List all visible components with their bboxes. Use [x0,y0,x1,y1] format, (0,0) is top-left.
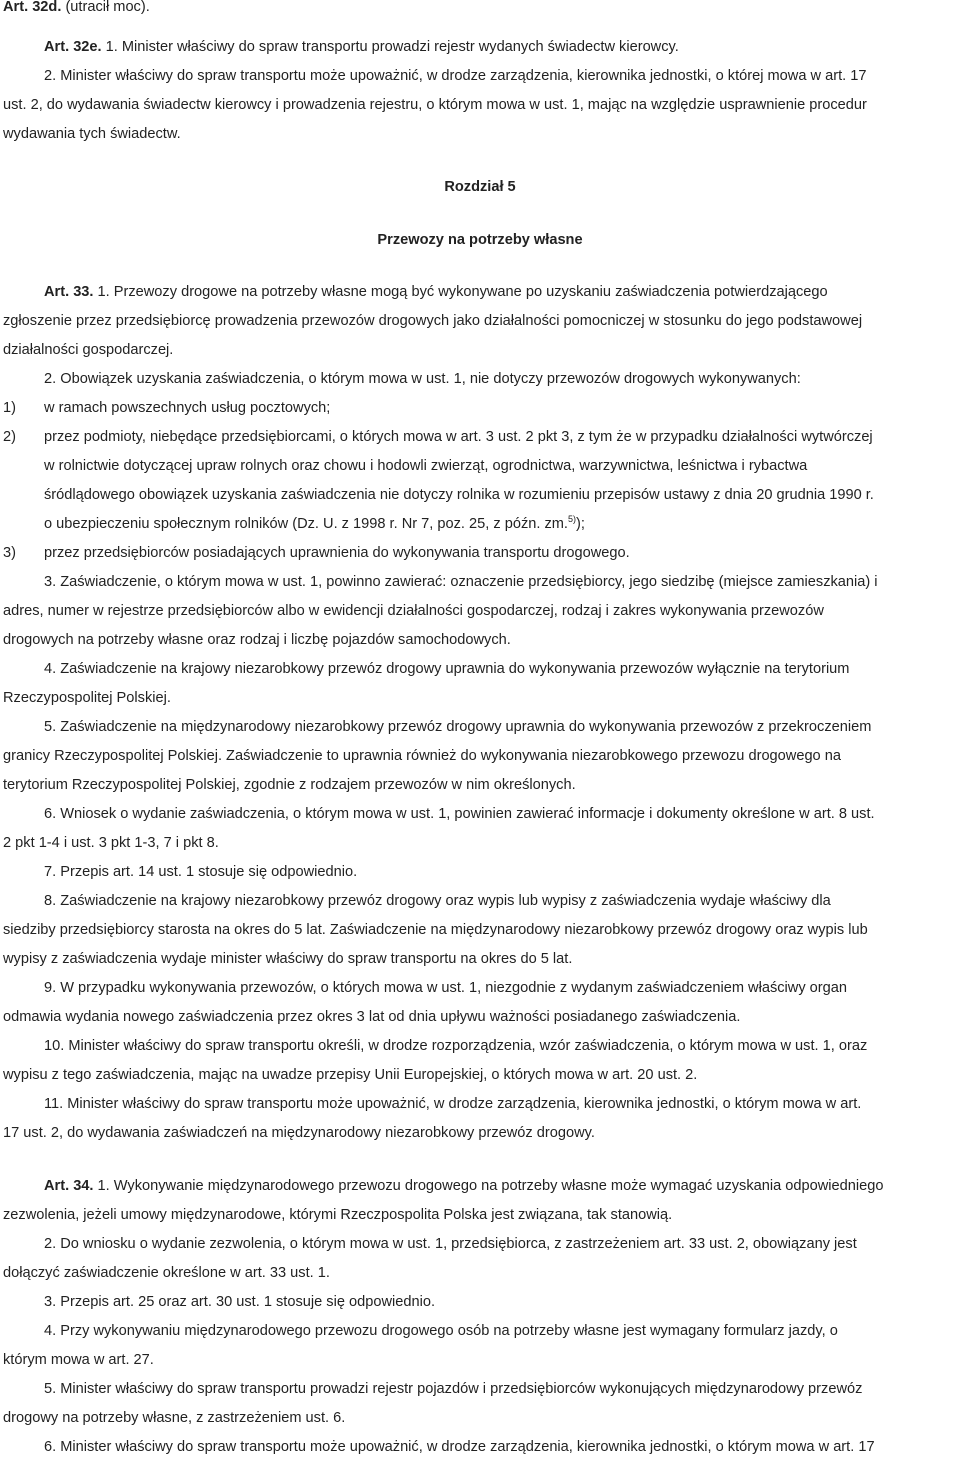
paragraph-line: 11. Minister właściwy do spraw transportu może upoważnić, w drodze zarządzenia, kierownika jednostki, o którym mowa w art. [44,1096,862,1112]
paragraph-line: adres, numer w rejestrze przedsiębiorców albo w ewidencji działalności gospodarczej, rodzaj i zakres wykonywania przewozów [3,603,824,619]
list-item-number: 2) [3,429,16,445]
paragraph-line: granicy Rzeczypospolitej Polskiej. Zaświadczenie to uprawnia również do wykonywania niezarobkowego przewozu drogowego na [3,748,841,764]
list-item-line: w rolnictwie dotyczącej upraw rolnych oraz chowu i hodowli zwierząt, ogrodnictwa, warzywnictwa, leśnictwa i rybactwa [44,458,808,474]
paragraph-line: 2. Do wniosku o wydanie zezwolenia, o którym mowa w ust. 1, przedsiębiorca, z zastrzeżeniem art. 33 ust. 2, obowiązany jest [44,1236,857,1252]
list-item-line [44,515,585,533]
article-label: Art. 33. [44,284,94,300]
article-text: (utracił moc). [61,0,150,15]
art-34-p1 [44,1177,883,1195]
paragraph-line: Rzeczypospolitej Polskiej. [3,690,171,706]
art-32d [3,0,150,16]
list-item-text: ); [576,516,585,532]
paragraph-line: zezwolenia, jeżeli umowy międzynarodowe, którymi Rzeczpospolita Polska jest związana, tak stanowią. [3,1207,673,1223]
article-label: Art. 32d. [3,0,62,15]
list-item-text: o ubezpieczeniu społecznym rolników (Dz. U. z 1998 r. Nr 7, poz. 25, z późn. zm. [44,516,568,532]
paragraph-line: którym mowa w art. 27. [3,1352,154,1368]
paragraph-line: 6. Wniosek o wydanie zaświadczenia, o którym mowa w ust. 1, powinien zawierać informacje i dokumenty określone w art. 8 ust. [44,806,875,822]
paragraph-line: działalności gospodarczej. [3,342,174,358]
paragraph-line: dołączyć zaświadczenie określone w art. 33 ust. 1. [3,1265,330,1281]
paragraph-text: 1. Przewozy drogowe na potrzeby własne mogą być wykonywane po uzyskaniu zaświadczenia potwierdzającego [93,284,828,300]
paragraph-line: 2 pkt 1-4 i ust. 3 pkt 1-3, 7 i pkt 8. [3,835,219,851]
paragraph-line: 7. Przepis art. 14 ust. 1 stosuje się odpowiednio. [44,864,358,880]
art-33-p1 [44,283,828,301]
paragraph-line: 9. W przypadku wykonywania przewozów, o których mowa w ust. 1, niezgodnie z wydanym zaświadczeniem właściwy organ [44,980,847,996]
paragraph-line: wypisy z zaświadczenia wydaje minister właściwy do spraw transportu na okres do 5 lat. [3,951,573,967]
paragraph-line: odmawia wydania nowego zaświadczenia przez okres 3 lat od dnia upływu ważności posiadanego zaświadczenia. [3,1009,741,1025]
list-item-line: śródlądowego obowiązek uzyskania zaświadczenia nie dotyczy rolnika w rozumieniu przepisów ustawy z dnia 20 grudnia 1990 r. [44,487,874,503]
list-item: przez przedsiębiorców posiadających uprawnienia do wykonywania transportu drogowego. [44,545,630,561]
footnote-ref: 5) [568,514,577,525]
paragraph-line: drogowych na potrzeby własne oraz rodzaj i liczbę pojazdów samochodowych. [3,632,511,648]
paragraph-line: 2. Obowiązek uzyskania zaświadczenia, o którym mowa w ust. 1, nie dotyczy przewozów drogowych wykonywanych: [44,371,801,387]
paragraph-line: 10. Minister właściwy do spraw transportu określi, w drodze rozporządzenia, wzór zaświadczenia, o którym mowa w ust. 1, oraz [44,1038,868,1054]
list-item-number: 1) [3,400,16,416]
chapter-number: Rozdział 5 [444,179,516,195]
paragraph-line: 8. Zaświadczenie na krajowy niezarobkowy przewóz drogowy oraz wypis lub wypisy z zaświadczenia wydaje właściwy dla [44,893,831,909]
article-label: Art. 34. [44,1178,94,1194]
paragraph-line: wypisu z tego zaświadczenia, mając na uwadze przepisy Unii Europejskiej, o których mowa w art. 20 ust. 2. [3,1067,698,1083]
paragraph-line: 3. Zaświadczenie, o którym mowa w ust. 1, powinno zawierać: oznaczenie przedsiębiorcy, jego siedzibę (miejsce zamieszkania) i [44,574,878,590]
paragraph-line: zgłoszenie przez przedsiębiorcę prowadzenia przewozów drogowych jako działalności pomocniczej w stosunku do jego podstawowej [3,313,863,329]
list-item: przez podmioty, niebędące przedsiębiorcami, o których mowa w art. 3 ust. 2 pkt 3, z tym że w przypadku działalności wytwórczej [44,429,873,445]
paragraph-line: wydawania tych świadectw. [3,126,181,142]
paragraph-text: 1. Minister właściwy do spraw transportu prowadzi rejestr wydanych świadectw kierowcy. [101,39,679,55]
article-label: Art. 32e. [44,39,102,55]
paragraph-line: 4. Zaświadczenie na krajowy niezarobkowy przewóz drogowy uprawnia do wykonywania przewozów wyłącznie na terytorium [44,661,850,677]
chapter-title: Przewozy na potrzeby własne [377,232,583,248]
paragraph-line: 5. Minister właściwy do spraw transportu prowadzi rejestr pojazdów i przedsiębiorców wykonujących międzynarodowy przewóz [44,1381,863,1397]
paragraph-text: 1. Wykonywanie międzynarodowego przewozu drogowego na potrzeby własne może wymagać uzyskania odpowiedniego [93,1178,884,1194]
paragraph-line: drogowy na potrzeby własne, z zastrzeżeniem ust. 6. [3,1410,346,1426]
paragraph-line: 17 ust. 2, do wydawania zaświadczeń na międzynarodowy niezarobkowy przewóz drogowy. [3,1125,595,1141]
paragraph-line: ust. 2, do wydawania świadectw kierowcy i prowadzenia rejestru, o którym mowa w ust. 1, mając na względzie usprawnienie procedur [3,97,867,113]
paragraph-line: 2. Minister właściwy do spraw transportu może upoważnić, w drodze zarządzenia, kierownika jednostki, o której mowa w art. 17 [44,68,867,84]
paragraph-line: terytorium Rzeczypospolitej Polskiej, zgodnie z rodzajem przewozów w nim określonych. [3,777,576,793]
art-32e-p1 [44,38,679,56]
paragraph-line: 3. Przepis art. 25 oraz art. 30 ust. 1 stosuje się odpowiednio. [44,1294,436,1310]
list-item: w ramach powszechnych usług pocztowych; [44,400,331,416]
paragraph-line: 6. Minister właściwy do spraw transportu może upoważnić, w drodze zarządzenia, kierownika jednostki, o którym mowa w art. 17 [44,1439,875,1455]
paragraph-line: siedziby przedsiębiorcy starosta na okres do 5 lat. Zaświadczenie na międzynarodowy niezarobkowy przewóz drogowy oraz wypis lub [3,922,868,938]
list-item-number: 3) [3,545,16,561]
paragraph-line: 5. Zaświadczenie na międzynarodowy niezarobkowy przewóz drogowy uprawnia do wykonywania przewozów z przekroczeniem [44,719,872,735]
paragraph-line: 4. Przy wykonywaniu międzynarodowego przewozu drogowego osób na potrzeby własne jest wymagany formularz jazdy, o [44,1323,838,1339]
